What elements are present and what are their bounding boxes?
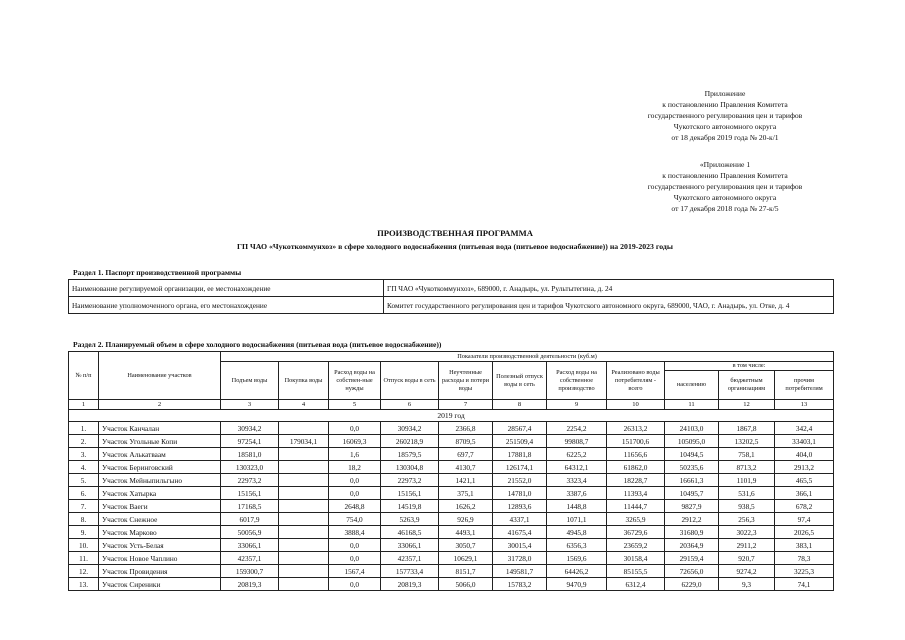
table-cell: 256,3 — [719, 513, 775, 526]
row-number: 4. — [69, 461, 99, 474]
table-cell: 11656,6 — [607, 448, 665, 461]
table-cell: 1569,6 — [547, 552, 607, 565]
table-cell: 12893,6 — [493, 500, 547, 513]
table-cell: 41675,4 — [493, 526, 547, 539]
table-cell: 251509,4 — [493, 435, 547, 448]
header-col: Реализовано воды потребителям - всего — [607, 362, 665, 400]
table-cell — [279, 487, 329, 500]
header-col: Полезный отпуск воды в сеть — [493, 362, 547, 400]
table-cell — [279, 526, 329, 539]
passport-row — [69, 297, 834, 314]
table-cell: 3888,4 — [329, 526, 381, 539]
table-cell: 0,0 — [329, 422, 381, 435]
year-label: 2019 год — [69, 410, 834, 422]
table-cell: 2912,2 — [665, 513, 719, 526]
table-cell: 9827,9 — [665, 500, 719, 513]
table-cell: 697,7 — [439, 448, 493, 461]
table-cell: 130323,0 — [221, 461, 279, 474]
column-number: 9 — [547, 400, 607, 410]
table-cell: 1071,1 — [547, 513, 607, 526]
header-col: Расход воды на собственное производство — [547, 362, 607, 400]
table-cell — [279, 474, 329, 487]
header-indicators: Показатели производственной деятельности (куб.м) — [221, 352, 834, 362]
header-no: № п/п — [69, 352, 99, 400]
table-cell: 1421,1 — [439, 474, 493, 487]
table-cell: 97,4 — [775, 513, 834, 526]
volume-table — [68, 351, 834, 591]
table-cell: 926,9 — [439, 513, 493, 526]
appendix-line: от 18 декабря 2019 года № 20-к/1 — [671, 133, 779, 142]
table-cell: 50056,9 — [221, 526, 279, 539]
table-cell: 0,0 — [329, 578, 381, 591]
table-cell: 61862,0 — [607, 461, 665, 474]
site-name: Участок Беринговский — [99, 461, 221, 474]
table-cell: 0,0 — [329, 539, 381, 552]
site-name: Участок Алькатваам — [99, 448, 221, 461]
table-cell: 4493,1 — [439, 526, 493, 539]
table-cell: 126174,1 — [493, 461, 547, 474]
passport-label: Наименование уполномоченного органа, его местонахождение — [69, 297, 384, 314]
table-cell: 3050,7 — [439, 539, 493, 552]
table-cell: 9274,2 — [719, 565, 775, 578]
table-cell: 6229,0 — [665, 578, 719, 591]
table-cell: 30934,2 — [381, 422, 439, 435]
table-row — [69, 461, 834, 474]
column-number: 11 — [665, 400, 719, 410]
table-cell — [279, 513, 329, 526]
column-number: 6 — [381, 400, 439, 410]
table-cell: 16661,3 — [665, 474, 719, 487]
table-cell: 11393,4 — [607, 487, 665, 500]
table-cell: 1626,2 — [439, 500, 493, 513]
table-cell: 18,2 — [329, 461, 381, 474]
table-row — [69, 565, 834, 578]
site-name: Участок Провидения — [99, 565, 221, 578]
table-cell: 3265,9 — [607, 513, 665, 526]
table-cell: 8151,7 — [439, 565, 493, 578]
table-row — [69, 552, 834, 565]
table-cell: 179034,1 — [279, 435, 329, 448]
table-cell: 26313,2 — [607, 422, 665, 435]
table-cell — [279, 500, 329, 513]
row-number: 7. — [69, 500, 99, 513]
table-cell: 30015,4 — [493, 539, 547, 552]
appendix-line: Чукотского автономного округа — [673, 193, 777, 202]
table-cell: 2913,2 — [775, 461, 834, 474]
table-cell: 20364,9 — [665, 539, 719, 552]
table-row — [69, 539, 834, 552]
table-cell: 0,0 — [329, 487, 381, 500]
table-cell: 3387,6 — [547, 487, 607, 500]
table-cell: 42357,1 — [221, 552, 279, 565]
header-col: Неучтенные расходы и потери воды — [439, 362, 493, 400]
column-number: 8 — [493, 400, 547, 410]
table-cell: 36729,6 — [607, 526, 665, 539]
table-cell: 758,1 — [719, 448, 775, 461]
table-cell: 0,0 — [329, 552, 381, 565]
site-name: Участок Ваеги — [99, 500, 221, 513]
table-cell: 1867,8 — [719, 422, 775, 435]
table-cell: 22973,2 — [381, 474, 439, 487]
table-cell: 11444,7 — [607, 500, 665, 513]
table-cell: 64312,1 — [547, 461, 607, 474]
header-including: в том числе: — [665, 362, 834, 371]
row-number: 2. — [69, 435, 99, 448]
table-cell: 4945,8 — [547, 526, 607, 539]
table-cell: 9470,9 — [547, 578, 607, 591]
table-cell: 17881,8 — [493, 448, 547, 461]
document-title: ПРОИЗВОДСТВЕННАЯ ПРОГРАММА — [377, 228, 533, 238]
site-name: Участок Новое Чаплино — [99, 552, 221, 565]
table-cell: 159300,7 — [221, 565, 279, 578]
table-row — [69, 487, 834, 500]
row-number: 5. — [69, 474, 99, 487]
row-number: 10. — [69, 539, 99, 552]
table-cell: 6225,2 — [547, 448, 607, 461]
table-row — [69, 448, 834, 461]
table-cell: 2026,5 — [775, 526, 834, 539]
section2-heading: Раздел 2. Планируемый объем в сфере холодного водоснабжения (питьевая вода (питьевое водоснабжение)) — [73, 340, 442, 349]
table-row — [69, 578, 834, 591]
table-cell: 13202,5 — [719, 435, 775, 448]
table-cell: 24103,0 — [665, 422, 719, 435]
table-cell: 33403,1 — [775, 435, 834, 448]
table-cell: 20819,3 — [381, 578, 439, 591]
table-cell: 2366,8 — [439, 422, 493, 435]
site-name: Участок Угольные Копи — [99, 435, 221, 448]
table-cell: 383,1 — [775, 539, 834, 552]
appendix-line: Чукотского автономного округа — [673, 122, 777, 131]
table-cell — [279, 552, 329, 565]
passport-value: Комитет государственного регулирования цен и тарифов Чукотского автономного округа, 689000, ЧАО, г. Анадырь, ул. Отке, д. 4 — [384, 297, 834, 314]
table-cell: 15156,1 — [381, 487, 439, 500]
site-name: Участок Сиреники — [99, 578, 221, 591]
table-cell: 3323,4 — [547, 474, 607, 487]
table-row — [69, 435, 834, 448]
table-cell: 21552,0 — [493, 474, 547, 487]
table-cell: 342,4 — [775, 422, 834, 435]
table-cell: 97254,1 — [221, 435, 279, 448]
table-cell: 14781,0 — [493, 487, 547, 500]
table-cell: 938,5 — [719, 500, 775, 513]
appendix-line: Приложение — [704, 89, 746, 98]
site-name: Участок Мейныпильгыно — [99, 474, 221, 487]
row-number: 9. — [69, 526, 99, 539]
table-cell: 30158,4 — [607, 552, 665, 565]
table-row — [69, 526, 834, 539]
table-cell: 28567,4 — [493, 422, 547, 435]
table-cell: 99808,7 — [547, 435, 607, 448]
table-cell: 4337,1 — [493, 513, 547, 526]
table-cell: 10494,5 — [665, 448, 719, 461]
site-name: Участок Хатырка — [99, 487, 221, 500]
table-cell: 16069,3 — [329, 435, 381, 448]
table-cell — [279, 461, 329, 474]
table-cell — [279, 448, 329, 461]
table-cell: 31680,9 — [665, 526, 719, 539]
appendix-line: к постановлению Правления Комитета — [662, 100, 788, 109]
table-cell: 1448,8 — [547, 500, 607, 513]
table-cell: 33066,1 — [221, 539, 279, 552]
appendix-note-previous — [600, 159, 850, 214]
section1-heading: Раздел 1. Паспорт производственной программы — [73, 268, 242, 277]
table-cell: 46168,5 — [381, 526, 439, 539]
table-cell: 72656,0 — [665, 565, 719, 578]
appendix-line: от 17 декабря 2018 года № 27-к/5 — [671, 204, 779, 213]
table-cell: 754,0 — [329, 513, 381, 526]
table-cell: 260218,9 — [381, 435, 439, 448]
table-cell: 30934,2 — [221, 422, 279, 435]
row-number: 3. — [69, 448, 99, 461]
site-name: Участок Усть-Белая — [99, 539, 221, 552]
row-number: 8. — [69, 513, 99, 526]
table-cell: 5066,0 — [439, 578, 493, 591]
column-number: 1 — [69, 400, 99, 410]
table-cell: 17168,5 — [221, 500, 279, 513]
table-cell: 14519,8 — [381, 500, 439, 513]
table-cell: 10495,7 — [665, 487, 719, 500]
year-row — [69, 410, 834, 422]
table-cell: 15783,2 — [493, 578, 547, 591]
row-number: 6. — [69, 487, 99, 500]
table-cell: 465,5 — [775, 474, 834, 487]
table-cell: 42357,1 — [381, 552, 439, 565]
header-col: Отпуск воды в сеть — [381, 362, 439, 400]
table-cell: 1567,4 — [329, 565, 381, 578]
table-cell — [279, 422, 329, 435]
column-number: 4 — [279, 400, 329, 410]
table-cell: 6312,4 — [607, 578, 665, 591]
column-number: 5 — [329, 400, 381, 410]
passport-label: Наименование регулируемой организации, ее местонахождение — [69, 280, 384, 297]
table-cell: 9,3 — [719, 578, 775, 591]
column-number: 12 — [719, 400, 775, 410]
table-cell: 22973,2 — [221, 474, 279, 487]
table-cell: 10629,1 — [439, 552, 493, 565]
header-name: Наименование участков — [99, 352, 221, 400]
table-cell: 29159,4 — [665, 552, 719, 565]
row-number: 1. — [69, 422, 99, 435]
table-cell: 531,6 — [719, 487, 775, 500]
table-cell: 2648,8 — [329, 500, 381, 513]
table-cell: 149581,7 — [493, 565, 547, 578]
table-cell: 18579,5 — [381, 448, 439, 461]
appendix-line: государственного регулирования цен и тарифов — [647, 111, 803, 120]
header-sub: населению — [665, 371, 719, 400]
row-number: 13. — [69, 578, 99, 591]
table-cell: 5263,9 — [381, 513, 439, 526]
table-cell — [279, 565, 329, 578]
table-cell: 920,7 — [719, 552, 775, 565]
table-cell: 50235,6 — [665, 461, 719, 474]
table-cell: 18581,0 — [221, 448, 279, 461]
header-col: Подъем воды — [221, 362, 279, 400]
header-sub: бюджетным организациям — [719, 371, 775, 400]
table-cell: 4130,7 — [439, 461, 493, 474]
column-number: 3 — [221, 400, 279, 410]
column-number-row — [69, 400, 834, 410]
table-cell: 151700,6 — [607, 435, 665, 448]
site-name: Участок Снежное — [99, 513, 221, 526]
site-name: Участок Канчалан — [99, 422, 221, 435]
table-cell: 8713,2 — [719, 461, 775, 474]
table-cell: 404,0 — [775, 448, 834, 461]
table-cell: 3022,3 — [719, 526, 775, 539]
table-cell: 1,6 — [329, 448, 381, 461]
appendix-note-current — [600, 88, 850, 143]
table-cell: 31728,0 — [493, 552, 547, 565]
table-cell: 366,1 — [775, 487, 834, 500]
row-number: 12. — [69, 565, 99, 578]
table-cell: 678,2 — [775, 500, 834, 513]
table-cell: 20819,3 — [221, 578, 279, 591]
document-subtitle: ГП ЧАО «Чукоткоммунхоз» в сфере холодного водоснабжения (питьевая вода (питьевое водоснабжение)) на 2019-2023 годы — [237, 242, 673, 251]
table-cell: 8709,5 — [439, 435, 493, 448]
table-cell: 78,3 — [775, 552, 834, 565]
table-cell: 105095,0 — [665, 435, 719, 448]
table-cell: 33066,1 — [381, 539, 439, 552]
header-col: Покупка воды — [279, 362, 329, 400]
column-number: 13 — [775, 400, 834, 410]
appendix-line: государственного регулирования цен и тарифов — [647, 182, 803, 191]
table-row — [69, 474, 834, 487]
column-number: 10 — [607, 400, 665, 410]
table-cell: 2254,2 — [547, 422, 607, 435]
table-cell: 18228,7 — [607, 474, 665, 487]
table-row — [69, 500, 834, 513]
table-row — [69, 422, 834, 435]
passport-row — [69, 280, 834, 297]
table-cell: 1101,9 — [719, 474, 775, 487]
appendix-line: «Приложение 1 — [699, 160, 751, 169]
passport-value: ГП ЧАО «Чукоткоммунхоз», 689000, г. Анадырь, ул. Рультытегина, д. 24 — [384, 280, 834, 297]
table-row — [69, 513, 834, 526]
table-cell: 6356,3 — [547, 539, 607, 552]
table-cell — [279, 578, 329, 591]
table-cell: 130304,8 — [381, 461, 439, 474]
table-cell: 2911,2 — [719, 539, 775, 552]
table-cell — [279, 539, 329, 552]
table-cell: 64426,2 — [547, 565, 607, 578]
column-number: 2 — [99, 400, 221, 410]
table-cell: 3225,3 — [775, 565, 834, 578]
header-sub: прочим потребителям — [775, 371, 834, 400]
passport-table — [68, 279, 834, 314]
table-cell: 375,1 — [439, 487, 493, 500]
table-cell: 157733,4 — [381, 565, 439, 578]
site-name: Участок Марково — [99, 526, 221, 539]
table-cell: 15156,1 — [221, 487, 279, 500]
table-cell: 74,1 — [775, 578, 834, 591]
table-cell: 0,0 — [329, 474, 381, 487]
table-cell: 23659,2 — [607, 539, 665, 552]
column-number: 7 — [439, 400, 493, 410]
table-cell: 85155,5 — [607, 565, 665, 578]
header-col: Расход воды на собствен-ные нужды — [329, 362, 381, 400]
row-number: 11. — [69, 552, 99, 565]
table-cell: 6017,9 — [221, 513, 279, 526]
appendix-line: к постановлению Правления Комитета — [662, 171, 788, 180]
